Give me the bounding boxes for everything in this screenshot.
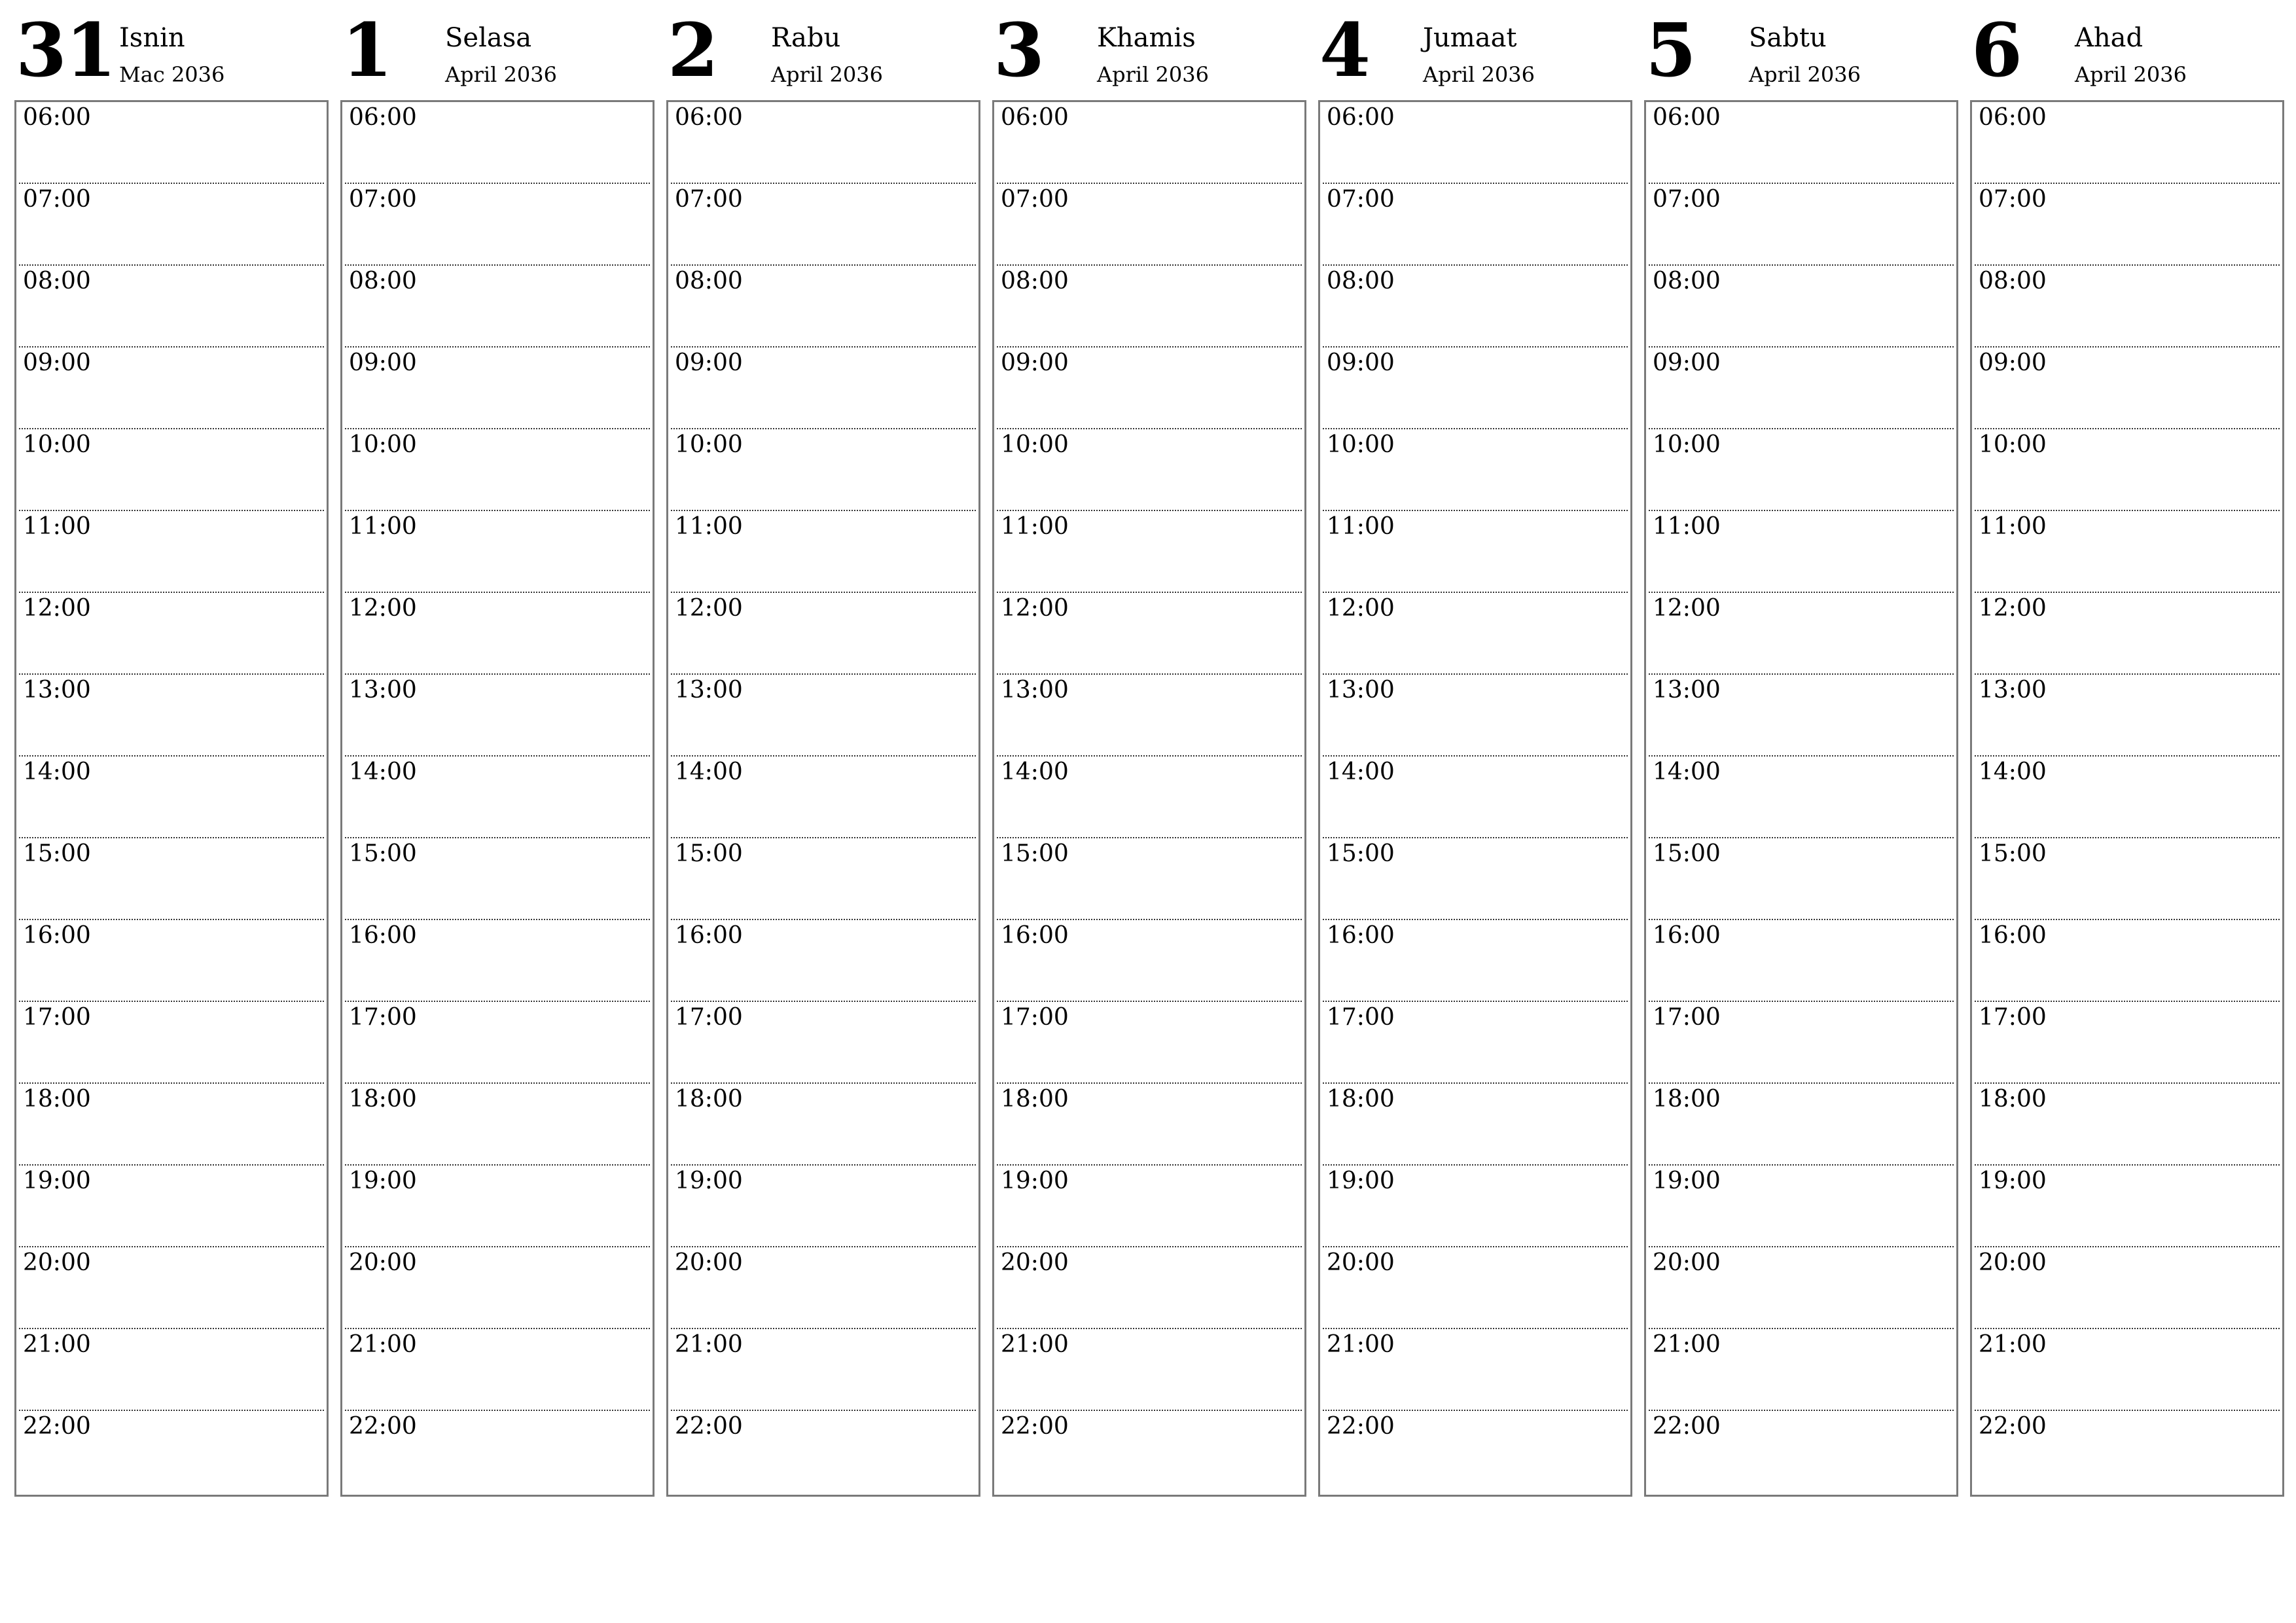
time-label: 22:00 xyxy=(23,1413,91,1440)
time-label: 17:00 xyxy=(1979,1004,2047,1031)
time-label: 15:00 xyxy=(23,840,91,867)
time-label: 11:00 xyxy=(675,513,743,540)
time-slot[interactable] xyxy=(1320,1329,1630,1411)
time-slot[interactable] xyxy=(1320,593,1630,675)
time-slot[interactable] xyxy=(1320,838,1630,920)
day-schedule-box xyxy=(1318,100,1632,1497)
time-slot[interactable] xyxy=(16,1002,327,1084)
time-label: 15:00 xyxy=(1979,840,2047,867)
time-label: 06:00 xyxy=(23,104,91,131)
time-label: 21:00 xyxy=(675,1331,743,1358)
time-slot[interactable] xyxy=(668,593,978,675)
time-label: 18:00 xyxy=(675,1086,743,1113)
time-slot[interactable] xyxy=(994,1247,1304,1329)
day-number: 5 xyxy=(1645,8,1695,94)
time-label: 21:00 xyxy=(1327,1331,1395,1358)
time-slot[interactable] xyxy=(1320,675,1630,757)
time-slot[interactable] xyxy=(1646,1002,1956,1084)
day-schedule-box xyxy=(992,100,1306,1497)
time-label: 12:00 xyxy=(349,595,417,622)
time-label: 18:00 xyxy=(1001,1086,1069,1113)
time-slot[interactable] xyxy=(1320,1166,1630,1247)
time-slot[interactable] xyxy=(16,511,327,593)
time-slot[interactable] xyxy=(1972,1247,2282,1329)
time-label: 22:00 xyxy=(1001,1413,1069,1440)
day-number: 31 xyxy=(16,8,115,94)
time-label: 19:00 xyxy=(23,1168,91,1194)
time-label: 19:00 xyxy=(1327,1168,1395,1194)
day-header xyxy=(14,0,327,98)
time-slot[interactable] xyxy=(1972,675,2282,757)
time-slot[interactable] xyxy=(1646,266,1956,348)
time-label: 16:00 xyxy=(1653,922,1721,949)
time-slot[interactable] xyxy=(1972,184,2282,266)
day-column xyxy=(1970,0,2283,1499)
time-label: 08:00 xyxy=(1653,268,1721,294)
time-slot[interactable] xyxy=(342,1247,653,1329)
time-slot[interactable] xyxy=(342,348,653,429)
time-label: 14:00 xyxy=(1327,758,1395,785)
time-label: 13:00 xyxy=(349,677,417,704)
time-slot[interactable] xyxy=(16,1411,327,1493)
time-label: 21:00 xyxy=(23,1331,91,1358)
day-number: 3 xyxy=(994,8,1043,94)
time-slot[interactable] xyxy=(1972,102,2282,184)
time-slot[interactable] xyxy=(1972,1166,2282,1247)
time-slot[interactable] xyxy=(668,1166,978,1247)
time-label: 20:00 xyxy=(675,1249,743,1276)
time-slot[interactable] xyxy=(342,1002,653,1084)
time-label: 10:00 xyxy=(1979,431,2047,458)
time-label: 22:00 xyxy=(675,1413,743,1440)
day-schedule-box xyxy=(14,100,329,1497)
time-label: 19:00 xyxy=(349,1168,417,1194)
time-label: 09:00 xyxy=(675,349,743,376)
time-slot[interactable] xyxy=(1646,184,1956,266)
time-label: 11:00 xyxy=(1653,513,1721,540)
time-slot[interactable] xyxy=(994,184,1304,266)
time-slot[interactable] xyxy=(1320,266,1630,348)
time-slot[interactable] xyxy=(16,348,327,429)
time-slot[interactable] xyxy=(1646,1329,1956,1411)
time-slot[interactable] xyxy=(668,184,978,266)
time-label: 20:00 xyxy=(1979,1249,2047,1276)
time-label: 14:00 xyxy=(349,758,417,785)
time-label: 16:00 xyxy=(1327,922,1395,949)
time-slot[interactable] xyxy=(1972,1084,2282,1166)
time-label: 10:00 xyxy=(675,431,743,458)
time-slot[interactable] xyxy=(1972,838,2282,920)
day-name: Selasa xyxy=(445,23,532,53)
time-slot[interactable] xyxy=(1320,920,1630,1002)
time-label: 19:00 xyxy=(1979,1168,2047,1194)
time-label: 22:00 xyxy=(1979,1413,2047,1440)
time-slot[interactable] xyxy=(16,1329,327,1411)
time-label: 17:00 xyxy=(349,1004,417,1031)
time-label: 08:00 xyxy=(1327,268,1395,294)
time-slot[interactable] xyxy=(1972,348,2282,429)
time-slot[interactable] xyxy=(994,838,1304,920)
time-label: 13:00 xyxy=(1979,677,2047,704)
time-label: 18:00 xyxy=(1979,1086,2047,1113)
time-slot[interactable] xyxy=(1646,1247,1956,1329)
time-slot[interactable] xyxy=(342,920,653,1002)
time-label: 11:00 xyxy=(349,513,417,540)
time-slot[interactable] xyxy=(16,675,327,757)
time-label: 15:00 xyxy=(1653,840,1721,867)
time-label: 07:00 xyxy=(349,186,417,213)
time-slot[interactable] xyxy=(1646,675,1956,757)
time-slot[interactable] xyxy=(342,429,653,511)
time-slot[interactable] xyxy=(994,1084,1304,1166)
time-label: 12:00 xyxy=(675,595,743,622)
time-label: 12:00 xyxy=(1979,595,2047,622)
time-label: 06:00 xyxy=(1327,104,1395,131)
time-label: 13:00 xyxy=(675,677,743,704)
time-label: 17:00 xyxy=(23,1004,91,1031)
time-slot[interactable] xyxy=(1646,1166,1956,1247)
time-label: 06:00 xyxy=(1001,104,1069,131)
time-label: 13:00 xyxy=(1001,677,1069,704)
time-slot[interactable] xyxy=(342,1166,653,1247)
time-label: 09:00 xyxy=(1327,349,1395,376)
time-label: 22:00 xyxy=(349,1413,417,1440)
day-name: Sabtu xyxy=(1749,23,1827,53)
day-column xyxy=(666,0,979,1499)
day-header xyxy=(340,0,653,98)
time-label: 21:00 xyxy=(349,1331,417,1358)
time-slot[interactable] xyxy=(1646,757,1956,838)
time-label: 16:00 xyxy=(1001,922,1069,949)
day-number: 4 xyxy=(1319,8,1369,94)
time-slot[interactable] xyxy=(16,1166,327,1247)
time-slot[interactable] xyxy=(668,266,978,348)
time-slot[interactable] xyxy=(1646,102,1956,184)
time-slot[interactable] xyxy=(668,1329,978,1411)
time-label: 09:00 xyxy=(1653,349,1721,376)
time-label: 19:00 xyxy=(675,1168,743,1194)
day-column xyxy=(992,0,1305,1499)
time-slot[interactable] xyxy=(16,920,327,1002)
time-slot[interactable] xyxy=(16,1247,327,1329)
time-slot[interactable] xyxy=(1972,429,2282,511)
day-column xyxy=(14,0,327,1499)
time-label: 08:00 xyxy=(1979,268,2047,294)
time-label: 16:00 xyxy=(675,922,743,949)
time-slot[interactable] xyxy=(668,675,978,757)
time-slot[interactable] xyxy=(1972,920,2282,1002)
time-slot[interactable] xyxy=(1320,102,1630,184)
time-label: 15:00 xyxy=(349,840,417,867)
time-label: 21:00 xyxy=(1001,1331,1069,1358)
time-label: 22:00 xyxy=(1327,1413,1395,1440)
time-slot[interactable] xyxy=(668,1002,978,1084)
time-slot[interactable] xyxy=(1320,511,1630,593)
time-label: 21:00 xyxy=(1653,1331,1721,1358)
time-slot[interactable] xyxy=(342,511,653,593)
time-label: 15:00 xyxy=(675,840,743,867)
time-slot[interactable] xyxy=(1646,348,1956,429)
day-month-year: April 2036 xyxy=(1749,62,1861,87)
day-schedule-box xyxy=(666,100,980,1497)
time-label: 16:00 xyxy=(1979,922,2047,949)
time-label: 15:00 xyxy=(1327,840,1395,867)
time-label: 12:00 xyxy=(1001,595,1069,622)
day-name: Jumaat xyxy=(1423,23,1517,53)
day-column xyxy=(1644,0,1957,1499)
time-label: 10:00 xyxy=(23,431,91,458)
day-month-year: April 2036 xyxy=(1097,62,1209,87)
time-slot[interactable] xyxy=(994,348,1304,429)
day-month-year: April 2036 xyxy=(445,62,557,87)
time-label: 20:00 xyxy=(349,1249,417,1276)
time-label: 11:00 xyxy=(23,513,91,540)
day-number: 2 xyxy=(668,8,717,94)
time-label: 06:00 xyxy=(1653,104,1721,131)
time-slot[interactable] xyxy=(1320,1002,1630,1084)
time-label: 11:00 xyxy=(1001,513,1069,540)
time-label: 09:00 xyxy=(1001,349,1069,376)
day-number: 1 xyxy=(342,8,391,94)
time-slot[interactable] xyxy=(668,511,978,593)
time-label: 13:00 xyxy=(23,677,91,704)
time-slot[interactable] xyxy=(668,838,978,920)
day-schedule-box xyxy=(340,100,655,1497)
time-label: 17:00 xyxy=(675,1004,743,1031)
day-month-year: Mac 2036 xyxy=(119,62,225,87)
time-label: 11:00 xyxy=(1327,513,1395,540)
time-slot[interactable] xyxy=(994,920,1304,1002)
time-label: 13:00 xyxy=(1327,677,1395,704)
time-slot[interactable] xyxy=(1972,266,2282,348)
time-label: 12:00 xyxy=(1653,595,1721,622)
time-slot[interactable] xyxy=(1320,1411,1630,1493)
time-slot[interactable] xyxy=(994,1002,1304,1084)
time-label: 20:00 xyxy=(23,1249,91,1276)
time-slot[interactable] xyxy=(668,429,978,511)
time-slot[interactable] xyxy=(342,1329,653,1411)
time-label: 20:00 xyxy=(1327,1249,1395,1276)
time-label: 06:00 xyxy=(349,104,417,131)
time-label: 08:00 xyxy=(675,268,743,294)
time-label: 18:00 xyxy=(349,1086,417,1113)
time-slot[interactable] xyxy=(342,757,653,838)
time-label: 14:00 xyxy=(1653,758,1721,785)
time-slot[interactable] xyxy=(994,757,1304,838)
time-label: 18:00 xyxy=(1327,1086,1395,1113)
time-slot[interactable] xyxy=(668,348,978,429)
time-slot[interactable] xyxy=(1320,348,1630,429)
time-slot[interactable] xyxy=(668,102,978,184)
time-slot[interactable] xyxy=(994,511,1304,593)
time-slot[interactable] xyxy=(342,102,653,184)
time-slot[interactable] xyxy=(342,1411,653,1493)
time-slot[interactable] xyxy=(994,266,1304,348)
day-name: Khamis xyxy=(1097,23,1196,53)
day-header xyxy=(992,0,1305,98)
time-slot[interactable] xyxy=(994,1411,1304,1493)
day-column xyxy=(1318,0,1631,1499)
time-label: 06:00 xyxy=(675,104,743,131)
time-slot[interactable] xyxy=(1320,1247,1630,1329)
time-slot[interactable] xyxy=(668,1084,978,1166)
time-label: 11:00 xyxy=(1979,513,2047,540)
time-slot[interactable] xyxy=(1972,757,2282,838)
day-header xyxy=(1318,0,1631,98)
time-label: 12:00 xyxy=(23,595,91,622)
day-header xyxy=(1970,0,2283,98)
time-label: 07:00 xyxy=(1327,186,1395,213)
time-slot[interactable] xyxy=(1646,1411,1956,1493)
time-slot[interactable] xyxy=(1320,1084,1630,1166)
time-label: 08:00 xyxy=(1001,268,1069,294)
time-slot[interactable] xyxy=(994,429,1304,511)
time-slot[interactable] xyxy=(16,838,327,920)
time-label: 07:00 xyxy=(1979,186,2047,213)
time-slot[interactable] xyxy=(1972,1329,2282,1411)
time-label: 16:00 xyxy=(349,922,417,949)
time-slot[interactable] xyxy=(994,1166,1304,1247)
day-month-year: April 2036 xyxy=(771,62,883,87)
time-slot[interactable] xyxy=(1646,429,1956,511)
time-label: 17:00 xyxy=(1001,1004,1069,1031)
time-slot[interactable] xyxy=(16,1084,327,1166)
day-name: Ahad xyxy=(2075,23,2144,53)
time-label: 07:00 xyxy=(23,186,91,213)
time-slot[interactable] xyxy=(668,920,978,1002)
time-label: 10:00 xyxy=(1653,431,1721,458)
time-slot[interactable] xyxy=(994,1329,1304,1411)
time-label: 21:00 xyxy=(1979,1331,2047,1358)
time-slot[interactable] xyxy=(1646,511,1956,593)
time-slot[interactable] xyxy=(342,593,653,675)
time-label: 14:00 xyxy=(1979,758,2047,785)
time-label: 09:00 xyxy=(1979,349,2047,376)
day-schedule-box xyxy=(1970,100,2284,1497)
time-slot[interactable] xyxy=(16,184,327,266)
time-slot[interactable] xyxy=(342,838,653,920)
time-label: 19:00 xyxy=(1653,1168,1721,1194)
time-slot[interactable] xyxy=(1972,1411,2282,1493)
day-month-year: April 2036 xyxy=(2075,62,2187,87)
time-slot[interactable] xyxy=(994,593,1304,675)
time-label: 20:00 xyxy=(1653,1249,1721,1276)
time-label: 12:00 xyxy=(1327,595,1395,622)
time-label: 08:00 xyxy=(349,268,417,294)
time-label: 13:00 xyxy=(1653,677,1721,704)
time-label: 10:00 xyxy=(1327,431,1395,458)
time-label: 18:00 xyxy=(23,1086,91,1113)
time-label: 20:00 xyxy=(1001,1249,1069,1276)
day-column xyxy=(340,0,653,1499)
time-label: 07:00 xyxy=(675,186,743,213)
time-slot[interactable] xyxy=(16,757,327,838)
time-slot[interactable] xyxy=(668,1247,978,1329)
day-name: Isnin xyxy=(119,23,185,53)
time-label: 06:00 xyxy=(1979,104,2047,131)
time-label: 10:00 xyxy=(1001,431,1069,458)
time-label: 17:00 xyxy=(1653,1004,1721,1031)
day-schedule-box xyxy=(1644,100,1958,1497)
time-label: 14:00 xyxy=(23,758,91,785)
time-slot[interactable] xyxy=(994,102,1304,184)
time-slot[interactable] xyxy=(1320,757,1630,838)
time-label: 09:00 xyxy=(23,349,91,376)
time-label: 07:00 xyxy=(1001,186,1069,213)
time-label: 14:00 xyxy=(675,758,743,785)
time-slot[interactable] xyxy=(994,675,1304,757)
time-label: 18:00 xyxy=(1653,1086,1721,1113)
time-slot[interactable] xyxy=(1646,593,1956,675)
time-label: 08:00 xyxy=(23,268,91,294)
time-slot[interactable] xyxy=(342,675,653,757)
day-month-year: April 2036 xyxy=(1423,62,1535,87)
time-slot[interactable] xyxy=(1646,838,1956,920)
time-label: 10:00 xyxy=(349,431,417,458)
time-slot[interactable] xyxy=(16,429,327,511)
time-slot[interactable] xyxy=(16,593,327,675)
time-slot[interactable] xyxy=(16,102,327,184)
time-slot[interactable] xyxy=(1320,429,1630,511)
day-header xyxy=(666,0,979,98)
time-label: 17:00 xyxy=(1327,1004,1395,1031)
time-slot[interactable] xyxy=(342,266,653,348)
time-label: 16:00 xyxy=(23,922,91,949)
time-label: 19:00 xyxy=(1001,1168,1069,1194)
time-slot[interactable] xyxy=(16,266,327,348)
time-slot[interactable] xyxy=(668,1411,978,1493)
day-name: Rabu xyxy=(771,23,841,53)
time-label: 07:00 xyxy=(1653,186,1721,213)
time-label: 09:00 xyxy=(349,349,417,376)
day-header xyxy=(1644,0,1957,98)
time-slot[interactable] xyxy=(1972,1002,2282,1084)
time-slot[interactable] xyxy=(1972,593,2282,675)
time-slot[interactable] xyxy=(1646,920,1956,1002)
time-slot[interactable] xyxy=(668,757,978,838)
day-number: 6 xyxy=(1971,8,2021,94)
time-slot[interactable] xyxy=(1972,511,2282,593)
time-slot[interactable] xyxy=(1646,1084,1956,1166)
time-label: 22:00 xyxy=(1653,1413,1721,1440)
time-slot[interactable] xyxy=(342,184,653,266)
time-slot[interactable] xyxy=(1320,184,1630,266)
time-slot[interactable] xyxy=(342,1084,653,1166)
time-label: 15:00 xyxy=(1001,840,1069,867)
time-label: 14:00 xyxy=(1001,758,1069,785)
